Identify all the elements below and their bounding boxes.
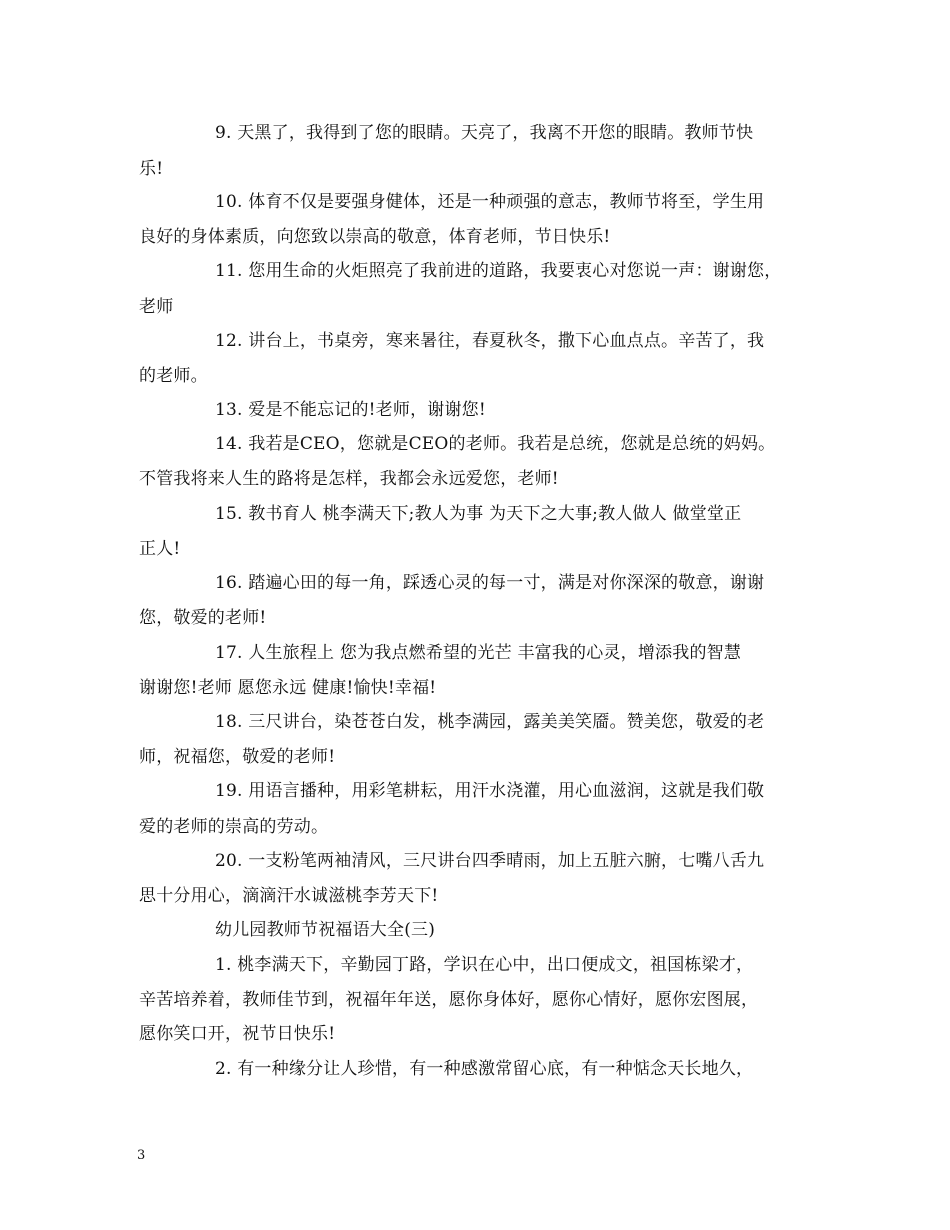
- text-line: 14. 我若是CEO，您就是CEO的老师。我若是总统，您就是总统的妈妈。: [215, 434, 776, 454]
- text-line: 10. 体育不仅是要强身健体，还是一种顽强的意志，教师节将至，学生用: [215, 192, 765, 212]
- text-line: 思十分用心，滴滴汗水诚滋桃李芳天下!: [139, 886, 439, 906]
- text-line: 16. 踏遍心田的每一角，踩透心灵的每一寸，满是对你深深的敬意，谢谢: [215, 573, 765, 593]
- text-line: 爱的老师的崇高的劳动。: [139, 817, 329, 837]
- text-line: 师，祝福您，敬爱的老师!: [139, 747, 336, 767]
- text-line: 愿你笑口开，祝节日快乐!: [139, 1024, 336, 1044]
- text-line: 老师: [139, 297, 174, 317]
- text-line: 您，敬爱的老师!: [139, 608, 267, 628]
- text-line: 乐!: [139, 159, 164, 179]
- text-line: 12. 讲台上，书桌旁，寒来暑往，春夏秋冬，撒下心血点点。辛苦了，我: [215, 331, 765, 351]
- text-line: 15. 教书育人 桃李满天下;教人为事 为天下之大事;教人做人 做堂堂正: [215, 504, 742, 524]
- text-line: 不管我将来人生的路将是怎样，我都会永远爱您，老师!: [139, 469, 559, 489]
- text-line: 谢谢您!老师 愿您永远 健康!愉快!幸福!: [139, 678, 437, 698]
- text-line: 19. 用语言播种，用彩笔耕耘，用汗水浇灌，用心血滋润，这就是我们敬: [215, 781, 765, 801]
- text-line: 辛苦培养着，教师佳节到，祝福年年送，愿你身体好，愿你心情好，愿你宏图展，: [139, 990, 759, 1010]
- text-line: 良好的身体素质，向您致以崇高的敬意，体育老师，节日快乐!: [139, 227, 611, 247]
- section-heading: 幼儿园教师节祝福语大全(三): [215, 920, 436, 940]
- text-line: 1. 桃李满天下，辛勤园丁路，学识在心中，出口便成文，祖国栋梁才，: [215, 955, 754, 975]
- page-number: 3: [137, 1148, 146, 1163]
- text-line: 11. 您用生命的火炬照亮了我前进的道路，我要衷心对您说一声：谢谢您，: [215, 261, 782, 281]
- text-line: 9. 天黑了，我得到了您的眼睛。天亮了，我离不开您的眼睛。教师节快: [215, 123, 754, 143]
- text-line: 17. 人生旅程上 您为我点燃希望的光芒 丰富我的心灵，增添我的智慧: [215, 643, 742, 663]
- text-line: 13. 爱是不能忘记的!老师，谢谢您!: [215, 400, 486, 420]
- text-line: 正人!: [139, 539, 181, 559]
- text-line: 的老师。: [139, 366, 208, 386]
- text-line: 2. 有一种缘分让人珍惜，有一种感激常留心底，有一种惦念天长地久，: [215, 1059, 754, 1079]
- text-line: 20. 一支粉笔两袖清风，三尺讲台四季晴雨，加上五脏六腑，七嘴八舌九: [215, 851, 765, 871]
- text-line: 18. 三尺讲台，染苍苍白发，桃李满园，露美美笑靥。赞美您，敬爱的老: [215, 712, 765, 732]
